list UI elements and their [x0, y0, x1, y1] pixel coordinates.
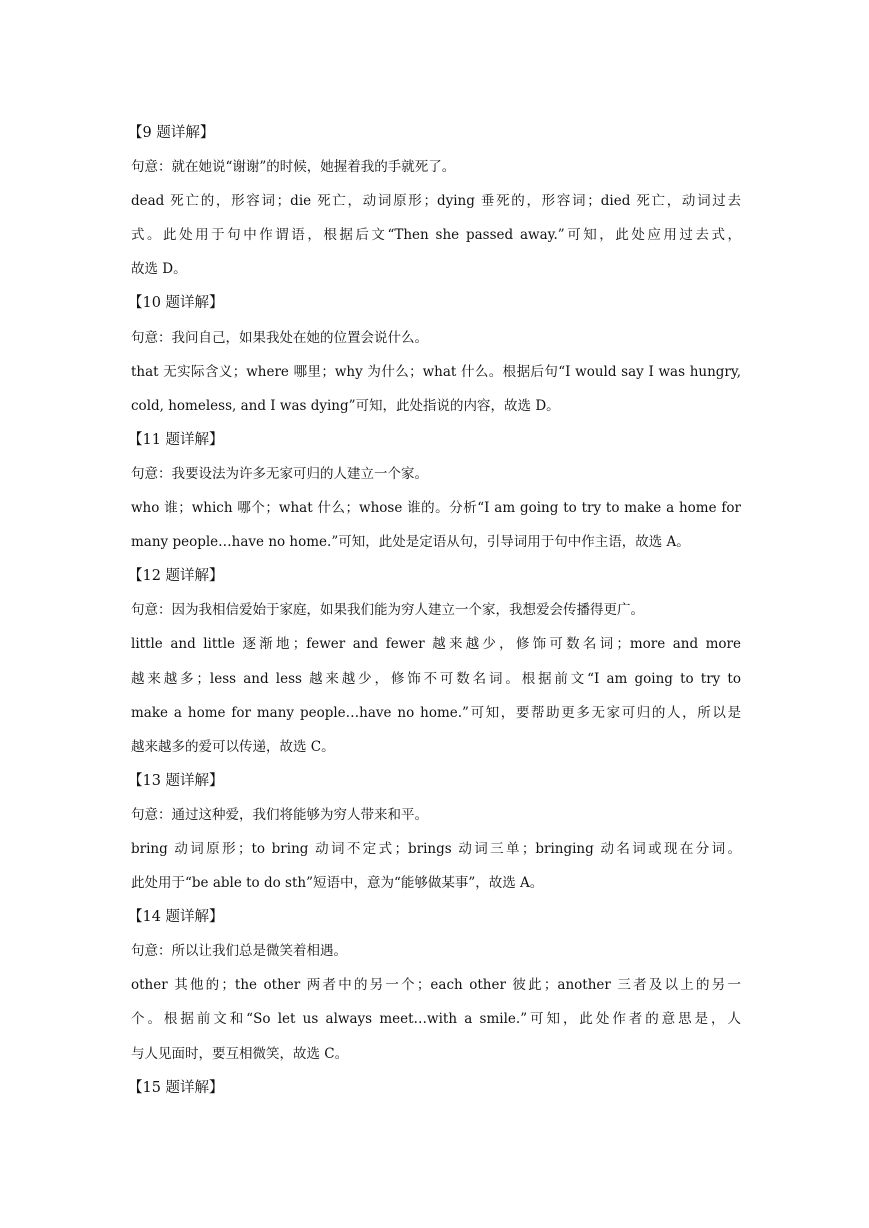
section-heading: 【10 题详解】: [128, 295, 224, 312]
explanation-line: 句意：通过这种爱，我们将能够为穷人带来和平。: [131, 806, 428, 823]
explanation-line: 句意：因为我相信爱始于家庭，如果我们能为穷人建立一个家，我想爱会传播得更广。: [131, 602, 644, 619]
section-heading: 【11 题详解】: [128, 431, 224, 448]
explanation-line: 越来越多的爱可以传递，故选 C。: [131, 738, 335, 755]
section-heading: 【9 题详解】: [128, 125, 215, 141]
explanation-line: dead 死亡的，形容词；die 死亡，动词原形；dying 垂死的，形容词；died 死亡，动词过去: [131, 193, 741, 210]
explanation-line: make a home for many people…have no home.”可知，要帮助更多无家可归的人，所以是: [131, 704, 741, 721]
explanation-line: 句意：所以让我们总是微笑着相遇。: [131, 943, 347, 960]
section-heading: 【15 题详解】: [128, 1079, 224, 1096]
section-heading: 【14 题详解】: [128, 909, 224, 926]
explanation-line: 式。此处用于句中作谓语，根据后文“Then she passed away.”可知，此处应用过去式，: [131, 227, 741, 244]
explanation-line: who 谁；which 哪个；what 什么；whose 谁的。分析“I am going to try to make a home for: [131, 500, 741, 517]
explanation-line: other 其他的；the other 两者中的另一个；each other 彼此；another 三者及以上的另一: [131, 977, 741, 994]
document-page: [128, 116, 741, 1105]
explanation-line: many people…have no home.”可知，此处是定语从句，引导词用于句中作主语，故选 A。: [131, 534, 690, 551]
explanation-line: that 无实际含义；where 哪里；why 为什么；what 什么。根据后句“I would say I was hungry,: [131, 363, 741, 380]
explanation-line: 句意：我要设法为许多无家可归的人建立一个家。: [131, 465, 428, 482]
explanation-line: 个。根据前文和“So let us always meet…with a smile.”可知，此处作者的意思是，人: [131, 1011, 741, 1028]
explanation-line: 句意：就在她说“谢谢”的时候，她握着我的手就死了。: [131, 159, 456, 176]
explanation-line: 故选 D。: [131, 261, 187, 278]
section-heading: 【13 题详解】: [128, 772, 224, 789]
explanation-line: 此处用于“be able to do sth”短语中，意为“能够做某事”，故选 A。: [131, 875, 544, 892]
explanation-line: 句意：我问自己，如果我处在她的位置会说什么。: [131, 329, 428, 346]
explanation-line: bring 动词原形；to bring 动词不定式；brings 动词三单；bringing 动名词或现在分词。: [131, 840, 741, 857]
explanation-line: 越来越多；less and less 越来越少，修饰不可数名词。根据前文“I am going to try to: [131, 670, 741, 687]
explanation-line: 与人见面时，要互相微笑，故选 C。: [131, 1045, 349, 1062]
section-heading: 【12 题详解】: [128, 568, 224, 585]
explanation-line: cold, homeless, and I was dying”可知，此处指说的内容，故选 D。: [131, 397, 560, 414]
explanation-line: little and little 逐渐地；fewer and fewer 越来越少，修饰可数名词；more and more: [131, 636, 741, 653]
